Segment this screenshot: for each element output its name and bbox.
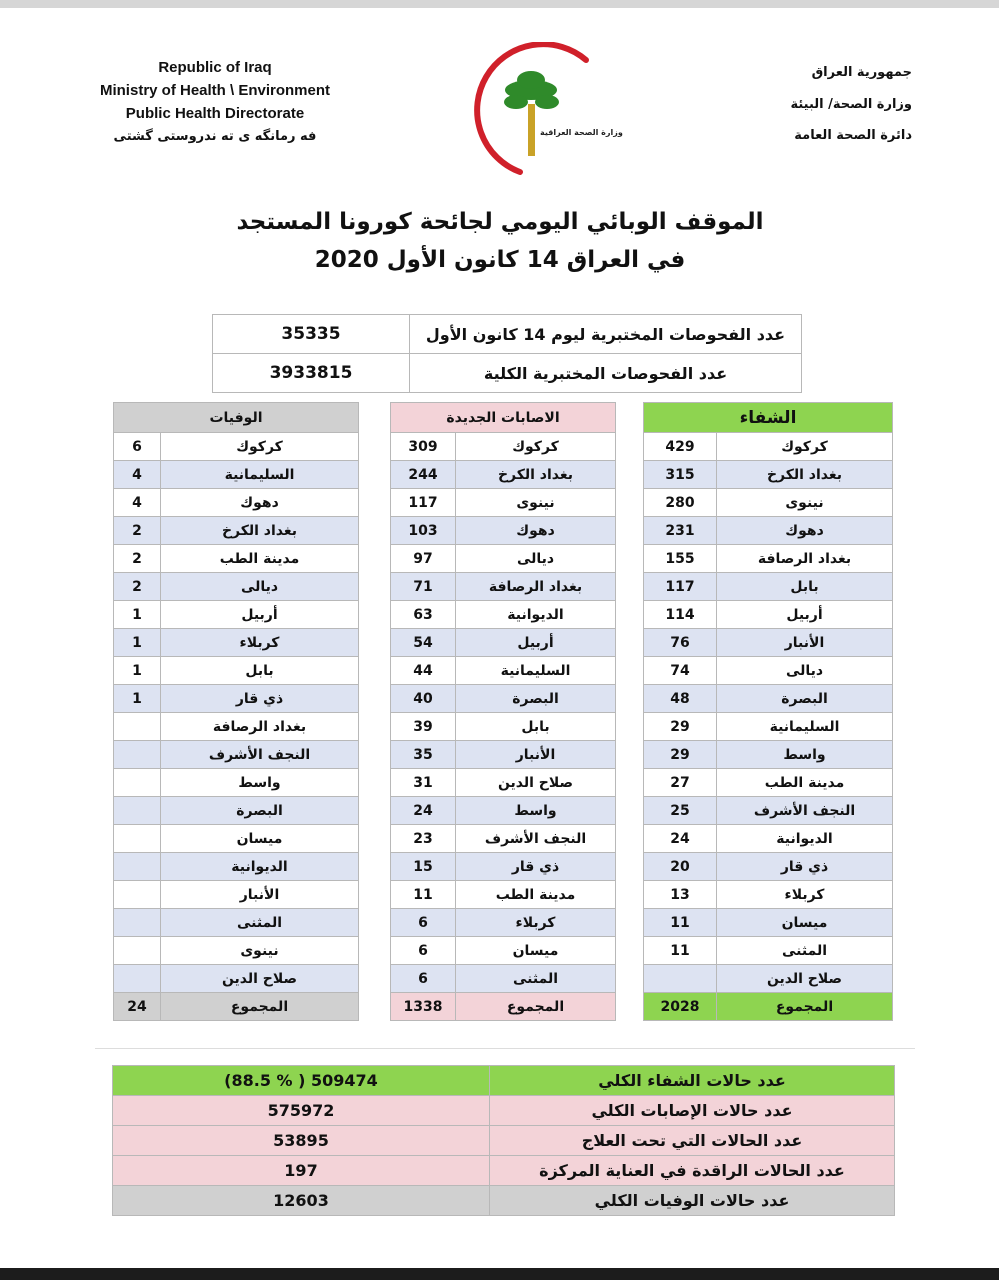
deaths-value	[114, 825, 161, 853]
recoveries-province: أربيل	[717, 601, 893, 629]
new-cases-value: 11	[391, 881, 456, 909]
new-cases-province: ديالى	[456, 545, 616, 573]
deaths-row	[114, 489, 359, 517]
deaths-province: كركوك	[161, 433, 359, 461]
recoveries-row	[644, 713, 893, 741]
new-cases-value: 39	[391, 713, 456, 741]
header-left-line-3: Public Health Directorate	[125, 105, 305, 122]
logo-palm-leaves	[504, 71, 559, 109]
new-cases-row	[391, 909, 616, 937]
new-cases-total-value: 1338	[391, 993, 456, 1021]
daily-tests-row	[213, 315, 802, 354]
summary-value: 53895	[113, 1126, 490, 1156]
deaths-province: البصرة	[161, 797, 359, 825]
new-cases-province: أربيل	[456, 629, 616, 657]
deaths-value	[114, 797, 161, 825]
recoveries-province: صلاح الدين	[717, 965, 893, 993]
header-left-line-1: Republic of Iraq	[158, 59, 272, 76]
deaths-row	[114, 769, 359, 797]
recoveries-total-label: المجموع	[717, 993, 893, 1021]
deaths-province: أربيل	[161, 601, 359, 629]
deaths-row	[114, 433, 359, 461]
new-cases-row	[391, 629, 616, 657]
recoveries-row	[644, 937, 893, 965]
recoveries-province: السليمانية	[717, 713, 893, 741]
deaths-value	[114, 713, 161, 741]
summary-value: (88.5 % ) 509474	[113, 1066, 490, 1096]
deaths-value: 1	[114, 601, 161, 629]
recoveries-province: الديوانية	[717, 825, 893, 853]
summary-row	[113, 1186, 895, 1216]
recoveries-province: واسط	[717, 741, 893, 769]
new-cases-province: الأنبار	[456, 741, 616, 769]
new-cases-row	[391, 769, 616, 797]
summary-table	[112, 1065, 895, 1216]
recoveries-province: الأنبار	[717, 629, 893, 657]
new-cases-value: 309	[391, 433, 456, 461]
daily-tests-value: 35335	[213, 315, 410, 354]
deaths-province: المثنى	[161, 909, 359, 937]
recoveries-row	[644, 573, 893, 601]
header-left-line-4: فه رمانگه ی ته ندروستی گشتی	[113, 129, 317, 144]
summary-label: عدد حالات الشفاء الكلي	[490, 1066, 895, 1096]
recoveries-row	[644, 685, 893, 713]
recoveries-value: 231	[644, 517, 717, 545]
new-cases-row	[391, 825, 616, 853]
new-cases-province: كركوك	[456, 433, 616, 461]
deaths-value	[114, 741, 161, 769]
new-cases-value: 31	[391, 769, 456, 797]
deaths-value: 1	[114, 685, 161, 713]
deaths-row	[114, 629, 359, 657]
deaths-value: 4	[114, 489, 161, 517]
deaths-row	[114, 881, 359, 909]
new-cases-value: 6	[391, 965, 456, 993]
deaths-table	[113, 402, 359, 1021]
recoveries-row	[644, 545, 893, 573]
recoveries-value: 25	[644, 797, 717, 825]
header-left-line-2: Ministry of Health \ Environment	[99, 82, 331, 99]
new-cases-row	[391, 853, 616, 881]
deaths-row	[114, 601, 359, 629]
new-cases-row	[391, 489, 616, 517]
deaths-province: بغداد الرصافة	[161, 713, 359, 741]
recoveries-table	[643, 402, 893, 1021]
recoveries-value	[644, 965, 717, 993]
new-cases-province: دهوك	[456, 517, 616, 545]
deaths-province: نينوى	[161, 937, 359, 965]
logo-palm-trunk	[528, 104, 535, 156]
new-cases-value: 6	[391, 937, 456, 965]
recoveries-value: 280	[644, 489, 717, 517]
recoveries-row	[644, 629, 893, 657]
new-cases-value: 54	[391, 629, 456, 657]
deaths-value	[114, 853, 161, 881]
recoveries-value: 11	[644, 937, 717, 965]
new-cases-value: 40	[391, 685, 456, 713]
deaths-row	[114, 573, 359, 601]
deaths-total-label: المجموع	[161, 993, 359, 1021]
recoveries-province: البصرة	[717, 685, 893, 713]
recoveries-value: 29	[644, 713, 717, 741]
new-cases-row	[391, 685, 616, 713]
new-cases-row	[391, 937, 616, 965]
summary-row	[113, 1096, 895, 1126]
logo-caption: وزارة الصحة العراقية	[540, 128, 623, 137]
recoveries-row	[644, 965, 893, 993]
recoveries-value: 27	[644, 769, 717, 797]
recoveries-value: 24	[644, 825, 717, 853]
recoveries-province: نينوى	[717, 489, 893, 517]
summary-label: عدد الحالات الراقدة في العناية المركزة	[490, 1156, 895, 1186]
recoveries-row	[644, 825, 893, 853]
new-cases-row	[391, 461, 616, 489]
recoveries-row	[644, 741, 893, 769]
deaths-row	[114, 461, 359, 489]
new-cases-value: 23	[391, 825, 456, 853]
new-cases-row	[391, 741, 616, 769]
new-cases-total-label: المجموع	[456, 993, 616, 1021]
recoveries-province: ميسان	[717, 909, 893, 937]
total-tests-row	[213, 354, 802, 393]
deaths-province: بغداد الكرخ	[161, 517, 359, 545]
deaths-value	[114, 769, 161, 797]
bottom-frame-bar	[0, 1268, 999, 1280]
new-cases-value: 6	[391, 909, 456, 937]
summary-row	[113, 1126, 895, 1156]
deaths-row	[114, 741, 359, 769]
deaths-header-row	[114, 403, 359, 433]
new-cases-header-row	[391, 403, 616, 433]
lab-tests-table	[212, 314, 802, 393]
deaths-row	[114, 657, 359, 685]
deaths-value	[114, 909, 161, 937]
deaths-province: الأنبار	[161, 881, 359, 909]
new-cases-province: مدينة الطب	[456, 881, 616, 909]
recoveries-province: مدينة الطب	[717, 769, 893, 797]
new-cases-province: النجف الأشرف	[456, 825, 616, 853]
header-english-block	[70, 56, 360, 148]
recoveries-value: 429	[644, 433, 717, 461]
deaths-row	[114, 909, 359, 937]
recoveries-province: كربلاء	[717, 881, 893, 909]
recoveries-row	[644, 517, 893, 545]
summary-value: 12603	[113, 1186, 490, 1216]
new-cases-province: ميسان	[456, 937, 616, 965]
recoveries-value: 74	[644, 657, 717, 685]
deaths-row	[114, 545, 359, 573]
summary-row	[113, 1156, 895, 1186]
deaths-row	[114, 797, 359, 825]
recoveries-row	[644, 461, 893, 489]
new-cases-value: 103	[391, 517, 456, 545]
summary-value: 197	[113, 1156, 490, 1186]
deaths-province: النجف الأشرف	[161, 741, 359, 769]
new-cases-row	[391, 517, 616, 545]
new-cases-row	[391, 545, 616, 573]
recoveries-province: المثنى	[717, 937, 893, 965]
deaths-header: الوفيات	[114, 403, 359, 433]
top-frame-bar	[0, 0, 999, 8]
new-cases-row	[391, 573, 616, 601]
new-cases-province: ذي قار	[456, 853, 616, 881]
recoveries-row	[644, 909, 893, 937]
deaths-value: 1	[114, 629, 161, 657]
new-cases-province: السليمانية	[456, 657, 616, 685]
deaths-value: 6	[114, 433, 161, 461]
recoveries-row	[644, 881, 893, 909]
new-cases-value: 71	[391, 573, 456, 601]
report-title	[200, 203, 800, 279]
summary-row	[113, 1066, 895, 1096]
new-cases-row	[391, 965, 616, 993]
recoveries-total-value: 2028	[644, 993, 717, 1021]
recoveries-row	[644, 433, 893, 461]
deaths-row	[114, 965, 359, 993]
recoveries-value: 117	[644, 573, 717, 601]
recoveries-province: ديالى	[717, 657, 893, 685]
new-cases-province: الديوانية	[456, 601, 616, 629]
deaths-province: صلاح الدين	[161, 965, 359, 993]
deaths-province: ميسان	[161, 825, 359, 853]
new-cases-value: 35	[391, 741, 456, 769]
new-cases-row	[391, 657, 616, 685]
new-cases-value: 244	[391, 461, 456, 489]
new-cases-province: صلاح الدين	[456, 769, 616, 797]
deaths-row	[114, 825, 359, 853]
new-cases-province: بغداد الكرخ	[456, 461, 616, 489]
recoveries-value: 20	[644, 853, 717, 881]
new-cases-value: 63	[391, 601, 456, 629]
new-cases-value: 117	[391, 489, 456, 517]
new-cases-province: بابل	[456, 713, 616, 741]
recoveries-row	[644, 853, 893, 881]
new-cases-row	[391, 433, 616, 461]
deaths-province: دهوك	[161, 489, 359, 517]
header-arabic-block	[700, 60, 912, 149]
recoveries-province: ذي قار	[717, 853, 893, 881]
total-tests-value: 3933815	[213, 354, 410, 393]
deaths-province: واسط	[161, 769, 359, 797]
deaths-province: كربلاء	[161, 629, 359, 657]
recoveries-value: 48	[644, 685, 717, 713]
deaths-row	[114, 713, 359, 741]
recoveries-row	[644, 489, 893, 517]
total-tests-label: عدد الفحوصات المختبرية الكلية	[410, 354, 802, 393]
deaths-row	[114, 937, 359, 965]
deaths-row	[114, 517, 359, 545]
deaths-value: 2	[114, 573, 161, 601]
deaths-province: ديالى	[161, 573, 359, 601]
recoveries-row	[644, 601, 893, 629]
ministry-logo	[468, 42, 628, 182]
recoveries-value: 13	[644, 881, 717, 909]
deaths-province: مدينة الطب	[161, 545, 359, 573]
recoveries-value: 29	[644, 741, 717, 769]
recoveries-row	[644, 769, 893, 797]
title-line-1: الموقف الوبائي اليومي لجائحة كورونا المستجد	[236, 209, 764, 235]
recoveries-value: 155	[644, 545, 717, 573]
new-cases-row	[391, 797, 616, 825]
new-cases-province: كربلاء	[456, 909, 616, 937]
header-right-line-3: دائرة الصحة العامة	[794, 128, 912, 143]
new-cases-row	[391, 881, 616, 909]
header-right-line-1: جمهورية العراق	[811, 65, 912, 80]
recoveries-value: 315	[644, 461, 717, 489]
deaths-province: السليمانية	[161, 461, 359, 489]
deaths-value: 1	[114, 657, 161, 685]
new-cases-total-row	[391, 993, 616, 1021]
new-cases-row	[391, 713, 616, 741]
deaths-row	[114, 685, 359, 713]
new-cases-province: واسط	[456, 797, 616, 825]
recoveries-province: بابل	[717, 573, 893, 601]
new-cases-value: 44	[391, 657, 456, 685]
new-cases-value: 15	[391, 853, 456, 881]
recoveries-value: 114	[644, 601, 717, 629]
deaths-total-row	[114, 993, 359, 1021]
recoveries-total-row	[644, 993, 893, 1021]
recoveries-province: كركوك	[717, 433, 893, 461]
summary-label: عدد حالات الإصابات الكلي	[490, 1096, 895, 1126]
deaths-row	[114, 853, 359, 881]
recoveries-province: دهوك	[717, 517, 893, 545]
new-cases-value: 97	[391, 545, 456, 573]
new-cases-province: المثنى	[456, 965, 616, 993]
new-cases-row	[391, 601, 616, 629]
recoveries-province: بغداد الكرخ	[717, 461, 893, 489]
new-cases-province: نينوى	[456, 489, 616, 517]
deaths-value	[114, 881, 161, 909]
recoveries-province: بغداد الرصافة	[717, 545, 893, 573]
deaths-total-value: 24	[114, 993, 161, 1021]
deaths-province: بابل	[161, 657, 359, 685]
deaths-value	[114, 937, 161, 965]
recoveries-header-row	[644, 403, 893, 433]
new-cases-header: الاصابات الجديدة	[391, 403, 616, 433]
deaths-province: الديوانية	[161, 853, 359, 881]
new-cases-value: 24	[391, 797, 456, 825]
deaths-province: ذي قار	[161, 685, 359, 713]
new-cases-province: بغداد الرصافة	[456, 573, 616, 601]
summary-value: 575972	[113, 1096, 490, 1126]
deaths-value: 2	[114, 517, 161, 545]
section-divider	[95, 1048, 915, 1049]
new-cases-table	[390, 402, 616, 1021]
recoveries-row	[644, 797, 893, 825]
recoveries-header: الشفاء	[644, 403, 893, 433]
recoveries-value: 76	[644, 629, 717, 657]
recoveries-value: 11	[644, 909, 717, 937]
recoveries-row	[644, 657, 893, 685]
header-right-line-2: وزارة الصحة/ البيئة	[790, 97, 912, 112]
title-line-2: في العراق 14 كانون الأول 2020	[314, 247, 686, 273]
deaths-value: 2	[114, 545, 161, 573]
summary-label: عدد حالات الوفيات الكلي	[490, 1186, 895, 1216]
deaths-value: 4	[114, 461, 161, 489]
recoveries-province: النجف الأشرف	[717, 797, 893, 825]
daily-tests-label: عدد الفحوصات المختبرية ليوم 14 كانون الأول	[410, 315, 802, 354]
new-cases-province: البصرة	[456, 685, 616, 713]
summary-label: عدد الحالات التي تحت العلاج	[490, 1126, 895, 1156]
deaths-value	[114, 965, 161, 993]
